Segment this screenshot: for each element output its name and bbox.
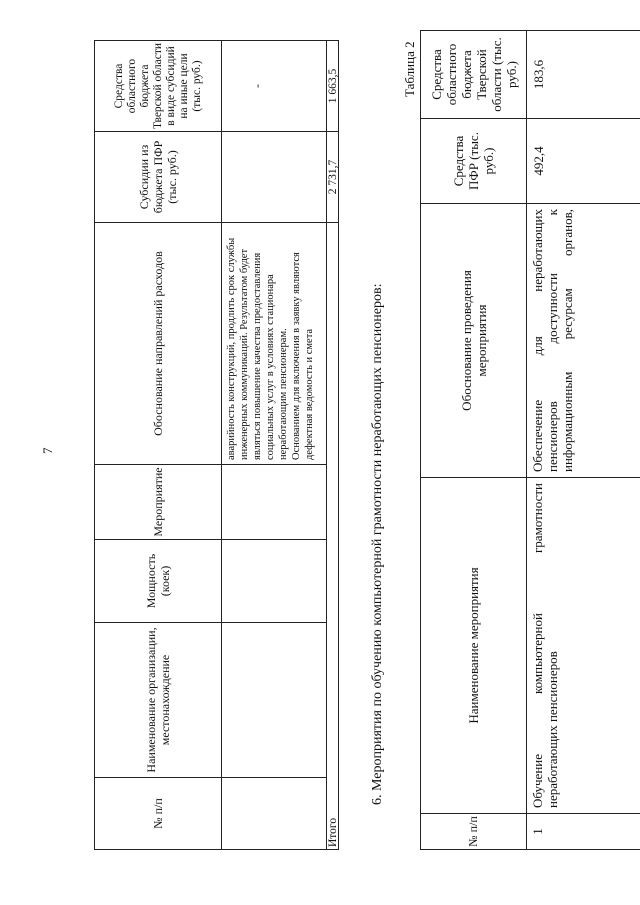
table-2-row-justification	[527, 204, 640, 477]
table-1-header-justification: Обоснование направлений расходов	[151, 251, 165, 436]
justification-line: пенсионеров доступности к	[545, 209, 560, 472]
table-2-row-regional: 183,6	[530, 59, 546, 90]
table-2	[420, 30, 640, 850]
justification-line: дефектная ведомость и смета	[304, 328, 315, 460]
table-1	[94, 40, 338, 850]
page-number: 7	[40, 447, 55, 454]
table-2-header-pfr: Средства ПФР (тыс. руб.)	[451, 132, 496, 190]
justification-line: являться повышение качества предоставления	[252, 252, 263, 460]
table-2-row-pfr: 492,4	[530, 146, 546, 176]
justification-line: неработающим пенсионерам.	[278, 328, 289, 460]
table-1-header-pfr-subsidy: Субсидии из бюджета ПФР (тыс. руб.)	[137, 140, 179, 214]
justification-line: социальных услуг в условиях стационара	[265, 274, 276, 460]
table-1-header-name: Наименование организации, местонахождение	[144, 627, 172, 773]
justification-line: Обеспечение для неработающих	[530, 209, 545, 472]
table-1-header-num: № п/п	[151, 798, 165, 829]
name-line: Обучение компьютерной грамотности	[530, 483, 545, 808]
table-2-header-name: Наименование мероприятия	[466, 567, 481, 724]
justification-line: аварийность конструкций, продлить срок службы	[226, 237, 237, 460]
table-1-total-pfr: 2 731,7	[326, 159, 339, 195]
table-1-total-regional: 1 663,5	[326, 68, 339, 104]
table-1-header-event: Мероприятие	[151, 467, 165, 537]
table-1-regional-cell: -	[250, 84, 264, 88]
justification-line: Основанием для включения в заявку являются	[291, 252, 302, 460]
table-2-row-num: 1	[529, 828, 545, 835]
table-2-header-regional: Средства областного бюджета Тверской области (тыс. руб.)	[428, 37, 519, 112]
table-1-header-capacity: Мощность (коек)	[144, 553, 172, 609]
name-line: неработающих пенсионеров	[545, 651, 560, 808]
table-1-justification-cell	[222, 223, 326, 464]
table-2-label: Таблица 2	[402, 41, 417, 97]
table-2-header-justification: Обоснование проведения мероприятия	[458, 270, 489, 411]
table-2-header-num: № п/п	[466, 816, 480, 847]
justification-line: информационным ресурсам органов,	[560, 209, 575, 472]
justification-line: инженерных коммуникаций. Результатом будет	[239, 248, 250, 460]
table-2-row-name	[527, 478, 640, 813]
table-1-total-label: Итого	[326, 817, 339, 847]
section-title: 6. Мероприятия по обучению компьютерной грамотности неработающих пенсионеров:	[370, 283, 385, 805]
table-1-header-regional: Средства областного бюджета Тверской области в виде субсидий на иные цели (тыс. руб.)	[112, 43, 203, 129]
table-1-border-left	[94, 849, 339, 850]
table-2-border-left	[420, 849, 640, 850]
